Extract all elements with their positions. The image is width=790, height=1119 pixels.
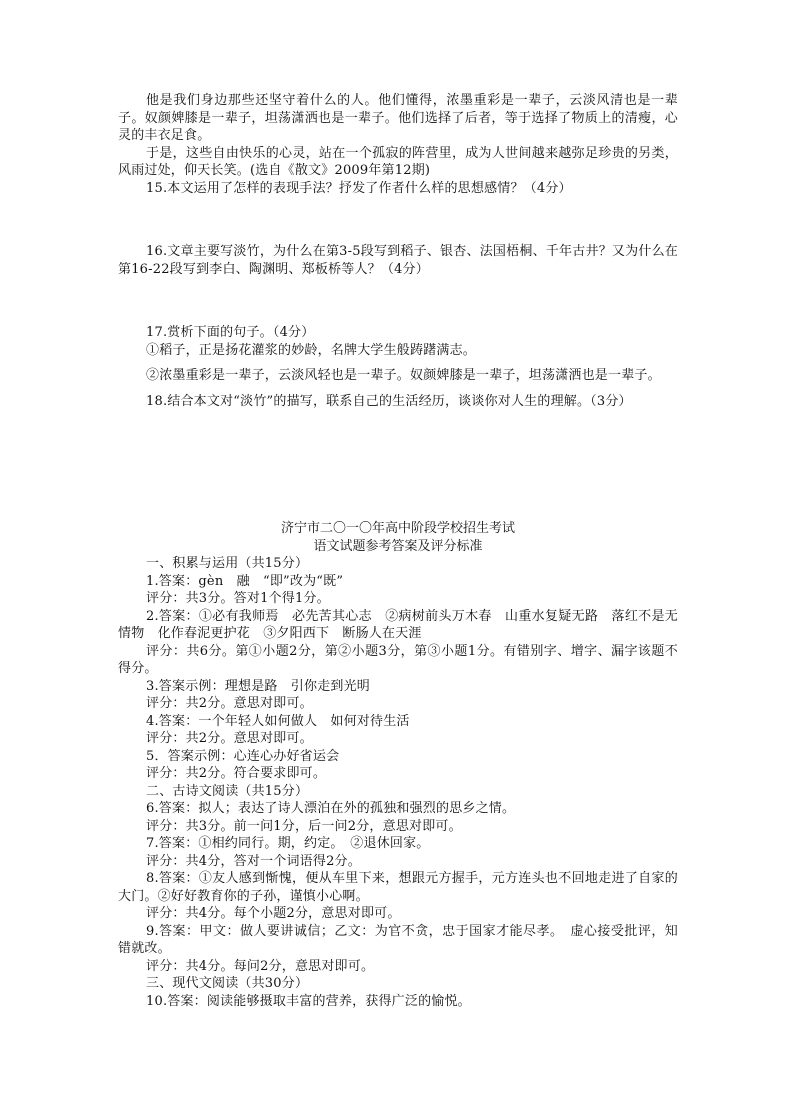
question-17-sentence-2: ②浓墨重彩是一辈子，云淡风轻也是一辈子。奴颜婢膝是一辈子，坦荡潇洒也是一辈子。 (146, 368, 661, 383)
passage-paragraph: 于是，这些自由快乐的心灵，站在一个孤寂的阵营里，成为人世间越来越弥足珍贵的另类，风雨过处，仰天长笑。(选自《散文》2009年第12期) (118, 145, 678, 178)
answer-line: 评分：共3分。前一问1分，后一问2分，意思对即可。 (146, 818, 462, 834)
answer-line: 2.答案：①必有我师焉 必先苦其心志 ②病树前头万木春 山重水复疑无路 落红不是无情物 化作春泥更护花 ③夕阳西下 断肠人在天涯 (118, 608, 678, 641)
answer-line: 评分：共3分。答对1个得1分。 (146, 591, 330, 606)
answer-line: 评分：共6分。第①小题2分，第②小题3分，第③小题1分。有错别字、增字、漏字该题不得分。 (118, 643, 678, 676)
answers-subtitle: 语文试题参考答案及评分标准 (313, 538, 483, 554)
answer-line: 7.答案：①相约同行。期，约定。 ②退休回家。 (146, 836, 430, 851)
question-17-sentence-1: ①稻子，正是扬花灌浆的妙龄，名牌大学生般踌躇满志。 (146, 342, 477, 358)
answer-line: 二、古诗文阅读（共15分） (146, 783, 309, 799)
answer-line: 一、积累与运用（共15分） (146, 556, 309, 571)
passage-paragraph: 他是我们身边那些还坚守着什么的人。他们懂得，浓墨重彩是一辈子，云淡风清也是一辈子。奴颜婢膝是一辈子，坦荡潇洒也是一辈子。他们选择了后者，等于选择了物质上的清瘦，心灵的丰衣足食。 (118, 93, 678, 143)
answers-title: 济宁市二〇一〇年高中阶段学校招生考试 (280, 521, 515, 536)
answer-line: 5．答案示例：心连心办好省运会 (146, 748, 340, 764)
question-15: 15.本文运用了怎样的表现手法？抒发了作者什么样的思想感情？（4分） (146, 180, 572, 196)
answer-line: 8.答案：①友人感到惭愧，便从车里下来，想跟元方握手，元方连头也不回地走进了自家的大门。②好好教育你的子孙，谨慎小心啊。 (118, 871, 678, 904)
document-page (118, 92, 678, 1010)
answer-line: 评分：共4分。每问2分，意思对即可。 (146, 958, 375, 974)
answer-line: 1.答案：gèn 融 “即”改为“既” (146, 573, 344, 589)
answer-line: 评分：共4分。每个小题2分，意思对即可。 (146, 906, 401, 921)
answer-line: 10.答案：阅读能够摄取丰富的营养，获得广泛的愉悦。 (146, 993, 471, 1009)
answer-line: 评分：共2分。意思对即可。 (146, 696, 313, 711)
answer-line: 3.答案示例：理想是路 引你走到光明 (146, 678, 371, 694)
question-17: 17.赏析下面的句子。（4分） (146, 325, 315, 340)
answer-line: 6.答案：拟人；表达了诗人漂泊在外的孤独和强烈的思乡之情。 (146, 801, 516, 816)
answer-line: 评分：共4分，答对一个词语得2分。 (146, 853, 361, 869)
question-16: 16.文章主要写淡竹，为什么在第3-5段写到稻子、银杏、法国梧桐、千年古井？又为什么在第16-22段写到李白、陶渊明、郑板桥等人？（4分） (118, 244, 678, 277)
answer-line: 4.答案：一个年轻人如何做人 如何对待生活 (146, 713, 410, 729)
answer-line: 三、现代文阅读（共30分） (146, 976, 309, 991)
answer-line: 评分：共2分。符合要求即可。 (146, 766, 327, 781)
answer-line: 9.答案：甲文：做人要讲诚信；乙文：为官不贪，忠于国家才能尽孝。 虚心接受批评，知错就改。 (118, 923, 678, 956)
question-18: 18.结合本文对“淡竹”的描写，联系自己的生活经历，谈谈你对人生的理解。（3分） (146, 393, 632, 409)
answer-line: 评分：共2分。意思对即可。 (146, 731, 313, 746)
